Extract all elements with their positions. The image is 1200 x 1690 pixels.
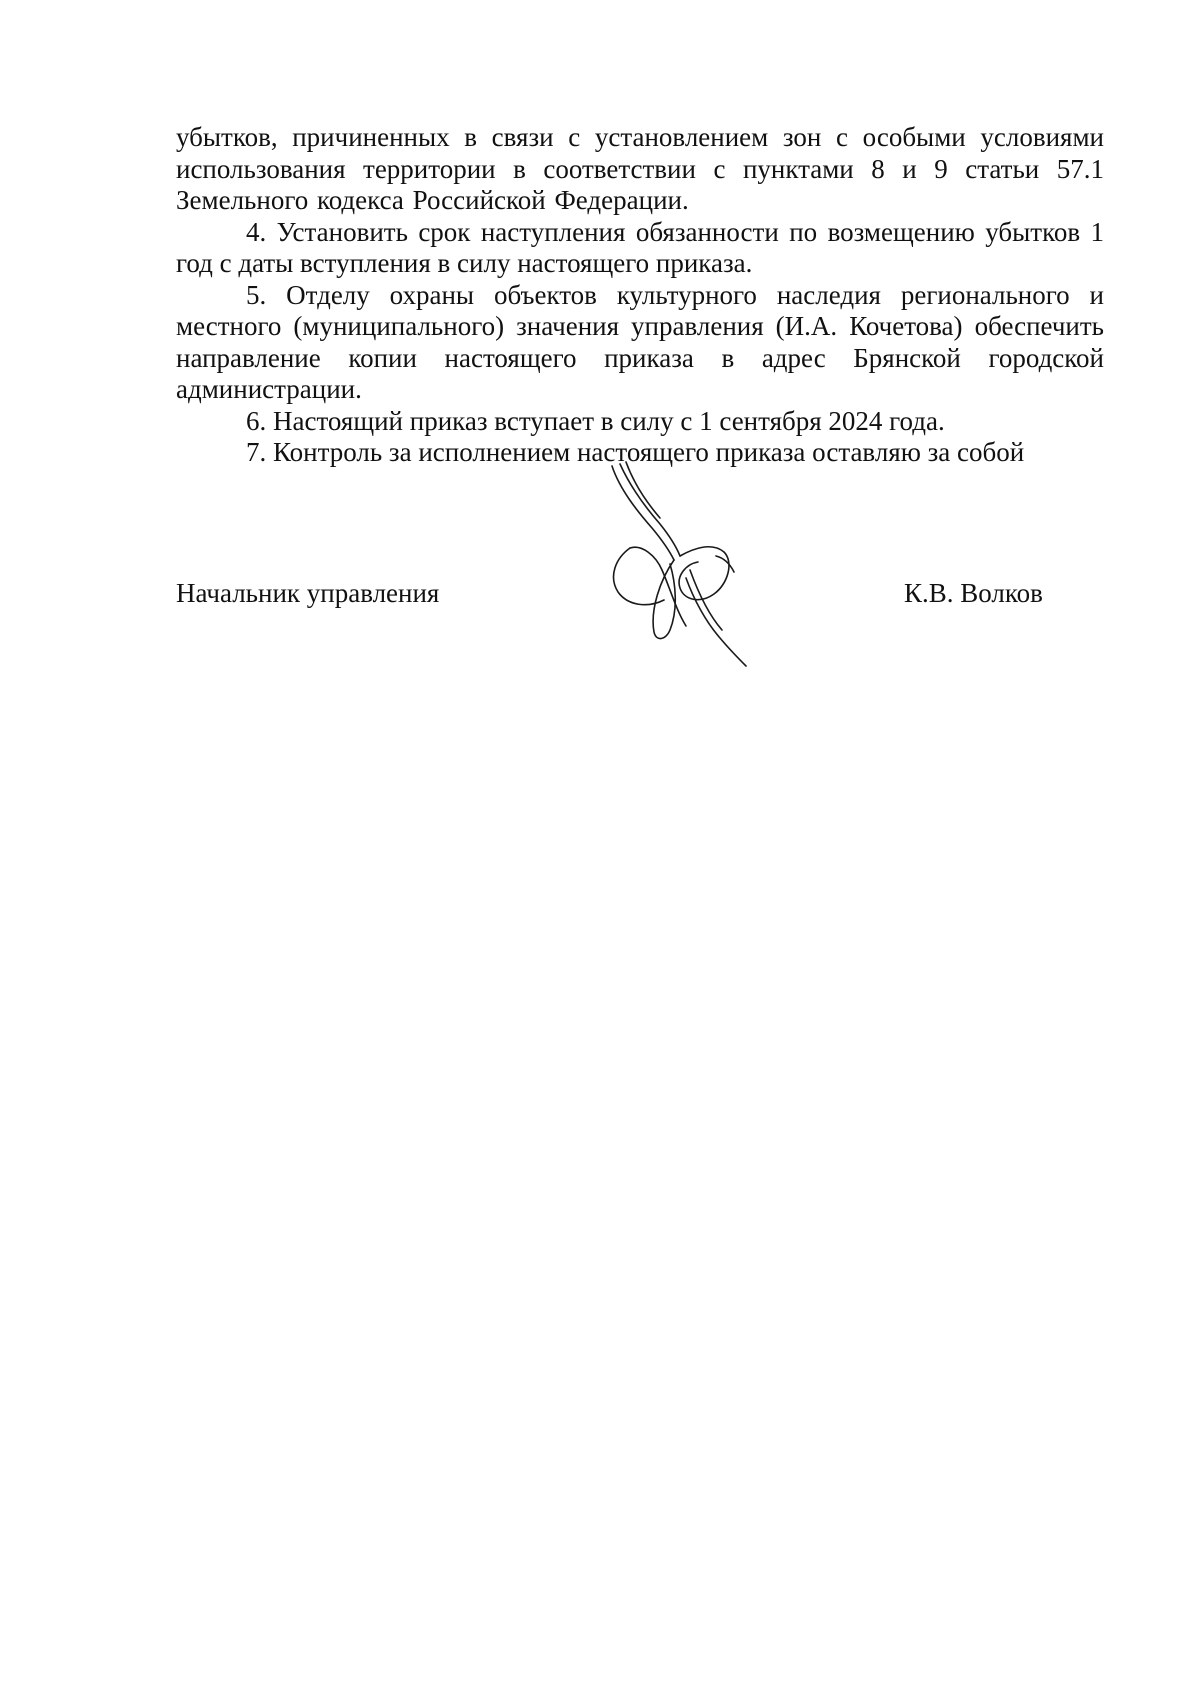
signer-name: К.В. Волков [904, 578, 1043, 608]
handwritten-signature [590, 460, 770, 670]
paragraph-item-6: 6. Настоящий приказ вступает в силу с 1 сентября 2024 года. [246, 405, 945, 436]
document-body [176, 122, 1104, 469]
paragraph-losses-continuation: убытков, причиненных в связи с установлением зон с особыми условиями использования территории в соответствии с пунктами 8 и 9 статьи 57.1 Земельного кодекса Российской Федерации. [176, 122, 1104, 215]
paragraph-item-5: 5. Отделу охраны объектов культурного наследия регионального и местного (муниципального) значения управления (И.А. Кочетова) обеспечить направление копии настоящего приказа в адрес Брянской городской администрации. [176, 279, 1104, 404]
position-title: Начальник управления [176, 578, 440, 608]
paragraph-item-7: 7. Контроль за исполнением настоящего приказа оставляю за собой [246, 437, 1025, 467]
paragraph-item-4: 4. Установить срок наступления обязанности по возмещению убытков 1 год с даты вступления в силу настоящего приказа. [176, 216, 1104, 278]
